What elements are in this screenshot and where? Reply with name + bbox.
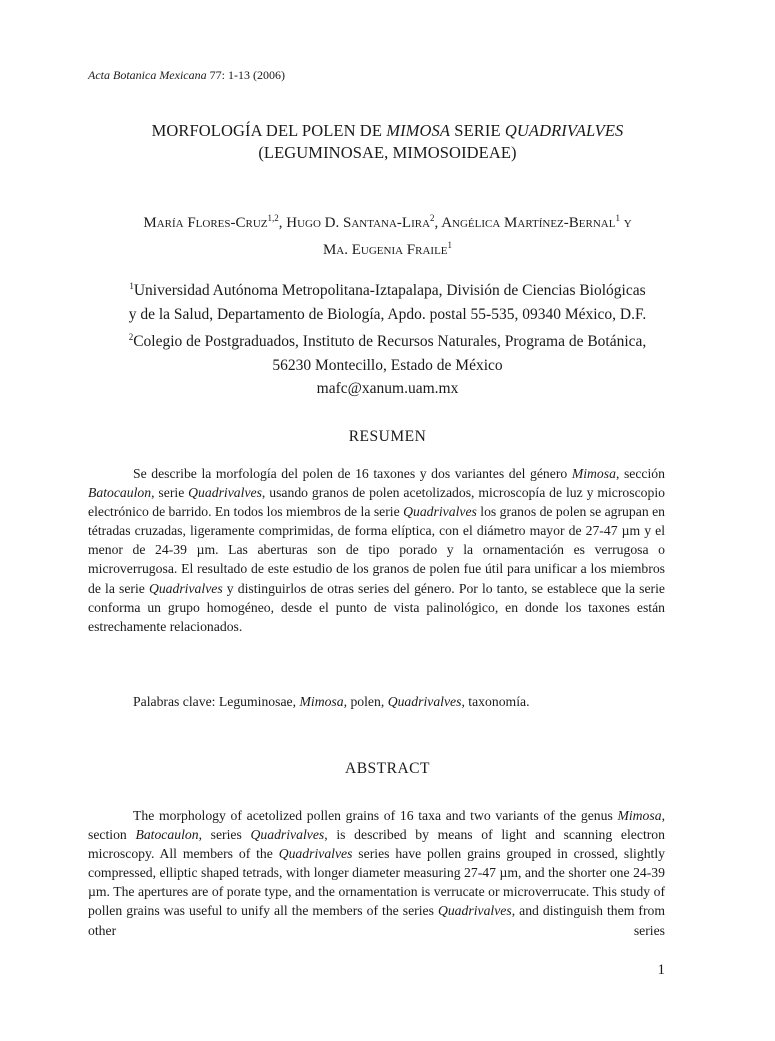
author-name: , Hugo D. Santana-Lira [278, 215, 431, 231]
affiliation-line: y de la Salud, Departamento de Biología, Apdo. postal 55-535, 09340 México, D.F. [128, 305, 647, 323]
running-head [88, 68, 285, 83]
title-text: MORFOLOGÍA DEL POLEN DE [151, 121, 387, 140]
text-run: Se describe la morfología del polen de 16 taxones y dos variantes del género [133, 466, 572, 481]
author-list [60, 207, 715, 261]
author-conjunction: y [619, 215, 632, 231]
affiliation-mark: 1 [129, 281, 134, 291]
italic-term: Mimosa, [299, 694, 348, 709]
abstract-body [88, 806, 665, 940]
title-series: QUADRIVALVES [504, 121, 624, 140]
author-name: Ma. Eugenia Fraile [322, 242, 448, 258]
affiliation-text: Universidad Autónoma Metropolitana-Iztapalapa, División de Ciencias Biológicas [133, 282, 646, 300]
text-run: , serie [151, 485, 189, 501]
abstract-heading: ABSTRACT [345, 760, 430, 777]
resumen-heading: RESUMEN [348, 428, 427, 445]
affiliation-line: 56230 Montecillo, Estado de México [272, 356, 503, 374]
affiliations [80, 275, 695, 401]
affiliation-line [80, 326, 695, 354]
text-run: , is described by means of light and scanning electron microscopy. All members of the [88, 827, 665, 862]
title-line-2: (LEGUMINOSAE, MIMOSOIDEAE) [258, 143, 517, 162]
text-run: , taxonomía. [461, 694, 530, 709]
italic-term: Mimosa [617, 808, 662, 823]
contact-email[interactable]: mafc@xanum.uam.mx [316, 380, 459, 398]
italic-term: Quadrivalves [387, 694, 462, 709]
author-affiliation-mark: 1 [615, 213, 620, 223]
text-run: , and distinguish them from other series [88, 903, 665, 938]
author-affiliation-mark: 1,2 [267, 213, 279, 223]
title-line-1 [60, 120, 715, 142]
page-number: 1 [657, 962, 665, 978]
author-affiliation-mark: 1 [447, 240, 453, 250]
text-run: y distinguirlos de otras series del género. Por lo tanto, se establece que la serie conforma un grupo homogéneo, desde el punto de vista palinológico, en donde los taxones están estrechamente relacionados. [88, 580, 665, 634]
resumen-paragraph [88, 464, 665, 636]
affiliation-mark: 2 [128, 332, 134, 343]
paper-title [60, 120, 715, 164]
italic-term: Quadrivalves [188, 485, 262, 501]
abstract-paragraph [88, 806, 665, 940]
author-affiliation-mark: 2 [430, 213, 435, 223]
text-run: , section [88, 808, 665, 843]
italic-term: Batocaulon [88, 485, 152, 501]
author-line-2 [60, 234, 715, 261]
text-run: , sección [615, 466, 665, 481]
italic-term: Quadrivalves [403, 504, 477, 520]
italic-term: Quadrivalves [148, 580, 223, 596]
italic-term: Quadrivalves [250, 827, 325, 843]
text-run: los granos de polen se agrupan en tétradas cruzadas, ligeramente comprimidas, de forma elíptica, con el diámetro mayor de 27-47 µm y el menor de 24-39 µm. Las aberturas son de tipo porado y la ornamentación es verrugosa o microverrugosa. El resultado de este estudio de los granos de polen fue útil para unificar a los miembros de la serie [88, 504, 666, 596]
text-run: polen, [347, 694, 388, 709]
italic-term: Quadrivalves [437, 903, 512, 919]
italic-term: Mimosa [571, 466, 616, 481]
resumen-body [88, 464, 665, 636]
journal-name: Acta Botanica Mexicana [88, 68, 207, 82]
author-name: María Flores-Cruz [143, 215, 268, 231]
text-run: , usando granos de polen acetolizados, microscopía de luz y microscopio electrónico de barrido. En todos los miembros de la serie [88, 485, 666, 520]
text-run: series have pollen grains grouped in crossed, slightly compressed, elliptic shaped tetrads, with longer diameter measuring 27-47 µm, and the shorter one 24-39 µm. The apertures are of porate type, and the ornamentation is verrucate or microverrucate. This study of pollen grains was useful to unify all the members of the series [88, 846, 665, 919]
author-name: , Angélica Martínez-Bernal [434, 215, 616, 231]
title-text: SERIE [450, 121, 505, 140]
keywords [133, 694, 530, 710]
author-line-1 [60, 207, 715, 234]
text-run: The morphology of acetolized pollen grains of 16 taxa and two variants of the genus [133, 808, 618, 823]
text-run: Palabras clave: Leguminosae, [133, 694, 300, 709]
affiliation-text: Colegio de Postgraduados, Instituto de Recursos Naturales, Programa de Botánica, [133, 333, 647, 351]
affiliation-line [80, 275, 695, 303]
journal-citation: 77: 1-13 (2006) [206, 68, 285, 82]
italic-term: Quadrivalves [278, 846, 353, 862]
title-genus: MIMOSA [386, 121, 451, 140]
text-run: , series [198, 827, 251, 843]
italic-term: Batocaulon [135, 827, 199, 843]
